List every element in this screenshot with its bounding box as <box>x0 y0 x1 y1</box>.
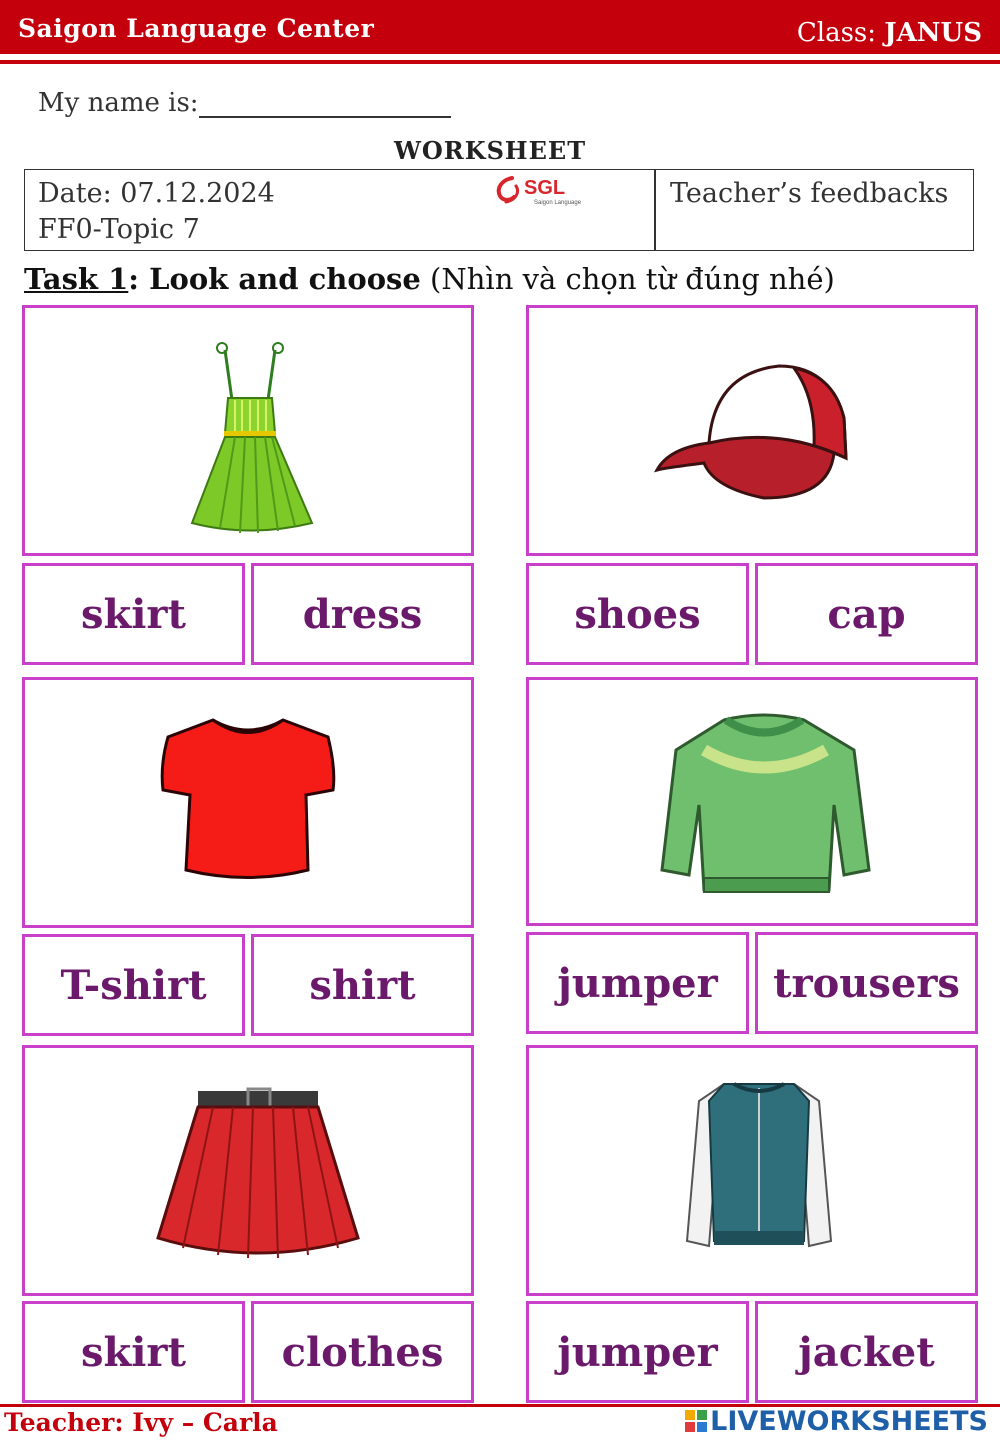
option-jumper-4[interactable]: jumper <box>526 932 749 1034</box>
skirt-icon <box>153 1083 363 1263</box>
task-number: Task 1 <box>24 262 129 296</box>
jacket-icon <box>679 1076 839 1261</box>
option-tshirt-3[interactable]: T-shirt <box>22 934 245 1036</box>
jumper-icon <box>654 710 874 900</box>
tshirt-icon <box>158 715 338 880</box>
svg-text:SGL: SGL <box>524 177 566 199</box>
option-jacket-6[interactable]: jacket <box>755 1301 978 1403</box>
task-heading <box>24 262 835 296</box>
option-shirt-3[interactable]: shirt <box>251 934 474 1036</box>
class-label: Class: <box>796 18 877 48</box>
worksheet-date: Date: 07.12.2024 <box>38 178 275 209</box>
option-jumper-6[interactable]: jumper <box>526 1301 749 1403</box>
name-blank-field[interactable] <box>199 92 451 118</box>
class-info <box>797 18 982 48</box>
center-name: Saigon Language Center <box>18 14 375 43</box>
worksheet-title: WORKSHEET <box>393 136 587 165</box>
option-skirt-1[interactable]: skirt <box>22 563 245 665</box>
task-title: : Look and choose <box>128 262 421 296</box>
dress-picture <box>22 305 474 556</box>
option-dress-1[interactable]: dress <box>251 563 474 665</box>
cap-icon <box>654 358 854 508</box>
liveworksheets-logo-icon <box>685 1410 707 1432</box>
name-row <box>38 88 451 118</box>
sgl-logo <box>494 174 594 212</box>
option-cap-2[interactable]: cap <box>755 563 978 665</box>
liveworksheets-brand <box>685 1406 988 1437</box>
class-value: JANUS <box>884 18 982 48</box>
header-underline <box>0 60 1000 64</box>
jacket-picture <box>526 1045 978 1296</box>
option-skirt-5[interactable]: skirt <box>22 1301 245 1403</box>
teacher-name: Teacher: Ivy – Carla <box>4 1408 278 1437</box>
jumper-picture <box>526 677 978 926</box>
tshirt-picture <box>22 677 474 928</box>
skirt-picture <box>22 1045 474 1296</box>
worksheet-topic: FF0-Topic 7 <box>38 214 200 245</box>
cap-picture <box>526 305 978 556</box>
task-hint: (Nhìn và chọn từ đúng nhé) <box>430 262 835 296</box>
info-table-divider <box>654 169 656 251</box>
name-label: My name is: <box>38 88 199 118</box>
teacher-feedback-label: Teacher’s feedbacks <box>670 178 949 209</box>
option-trousers-4[interactable]: trousers <box>755 932 978 1034</box>
svg-text:Saigon Language: Saigon Language <box>534 200 582 206</box>
option-shoes-2[interactable]: shoes <box>526 563 749 665</box>
dress-icon <box>180 338 330 538</box>
liveworksheets-text: LIVEWORKSHEETS <box>710 1406 988 1437</box>
option-clothes-5[interactable]: clothes <box>251 1301 474 1403</box>
